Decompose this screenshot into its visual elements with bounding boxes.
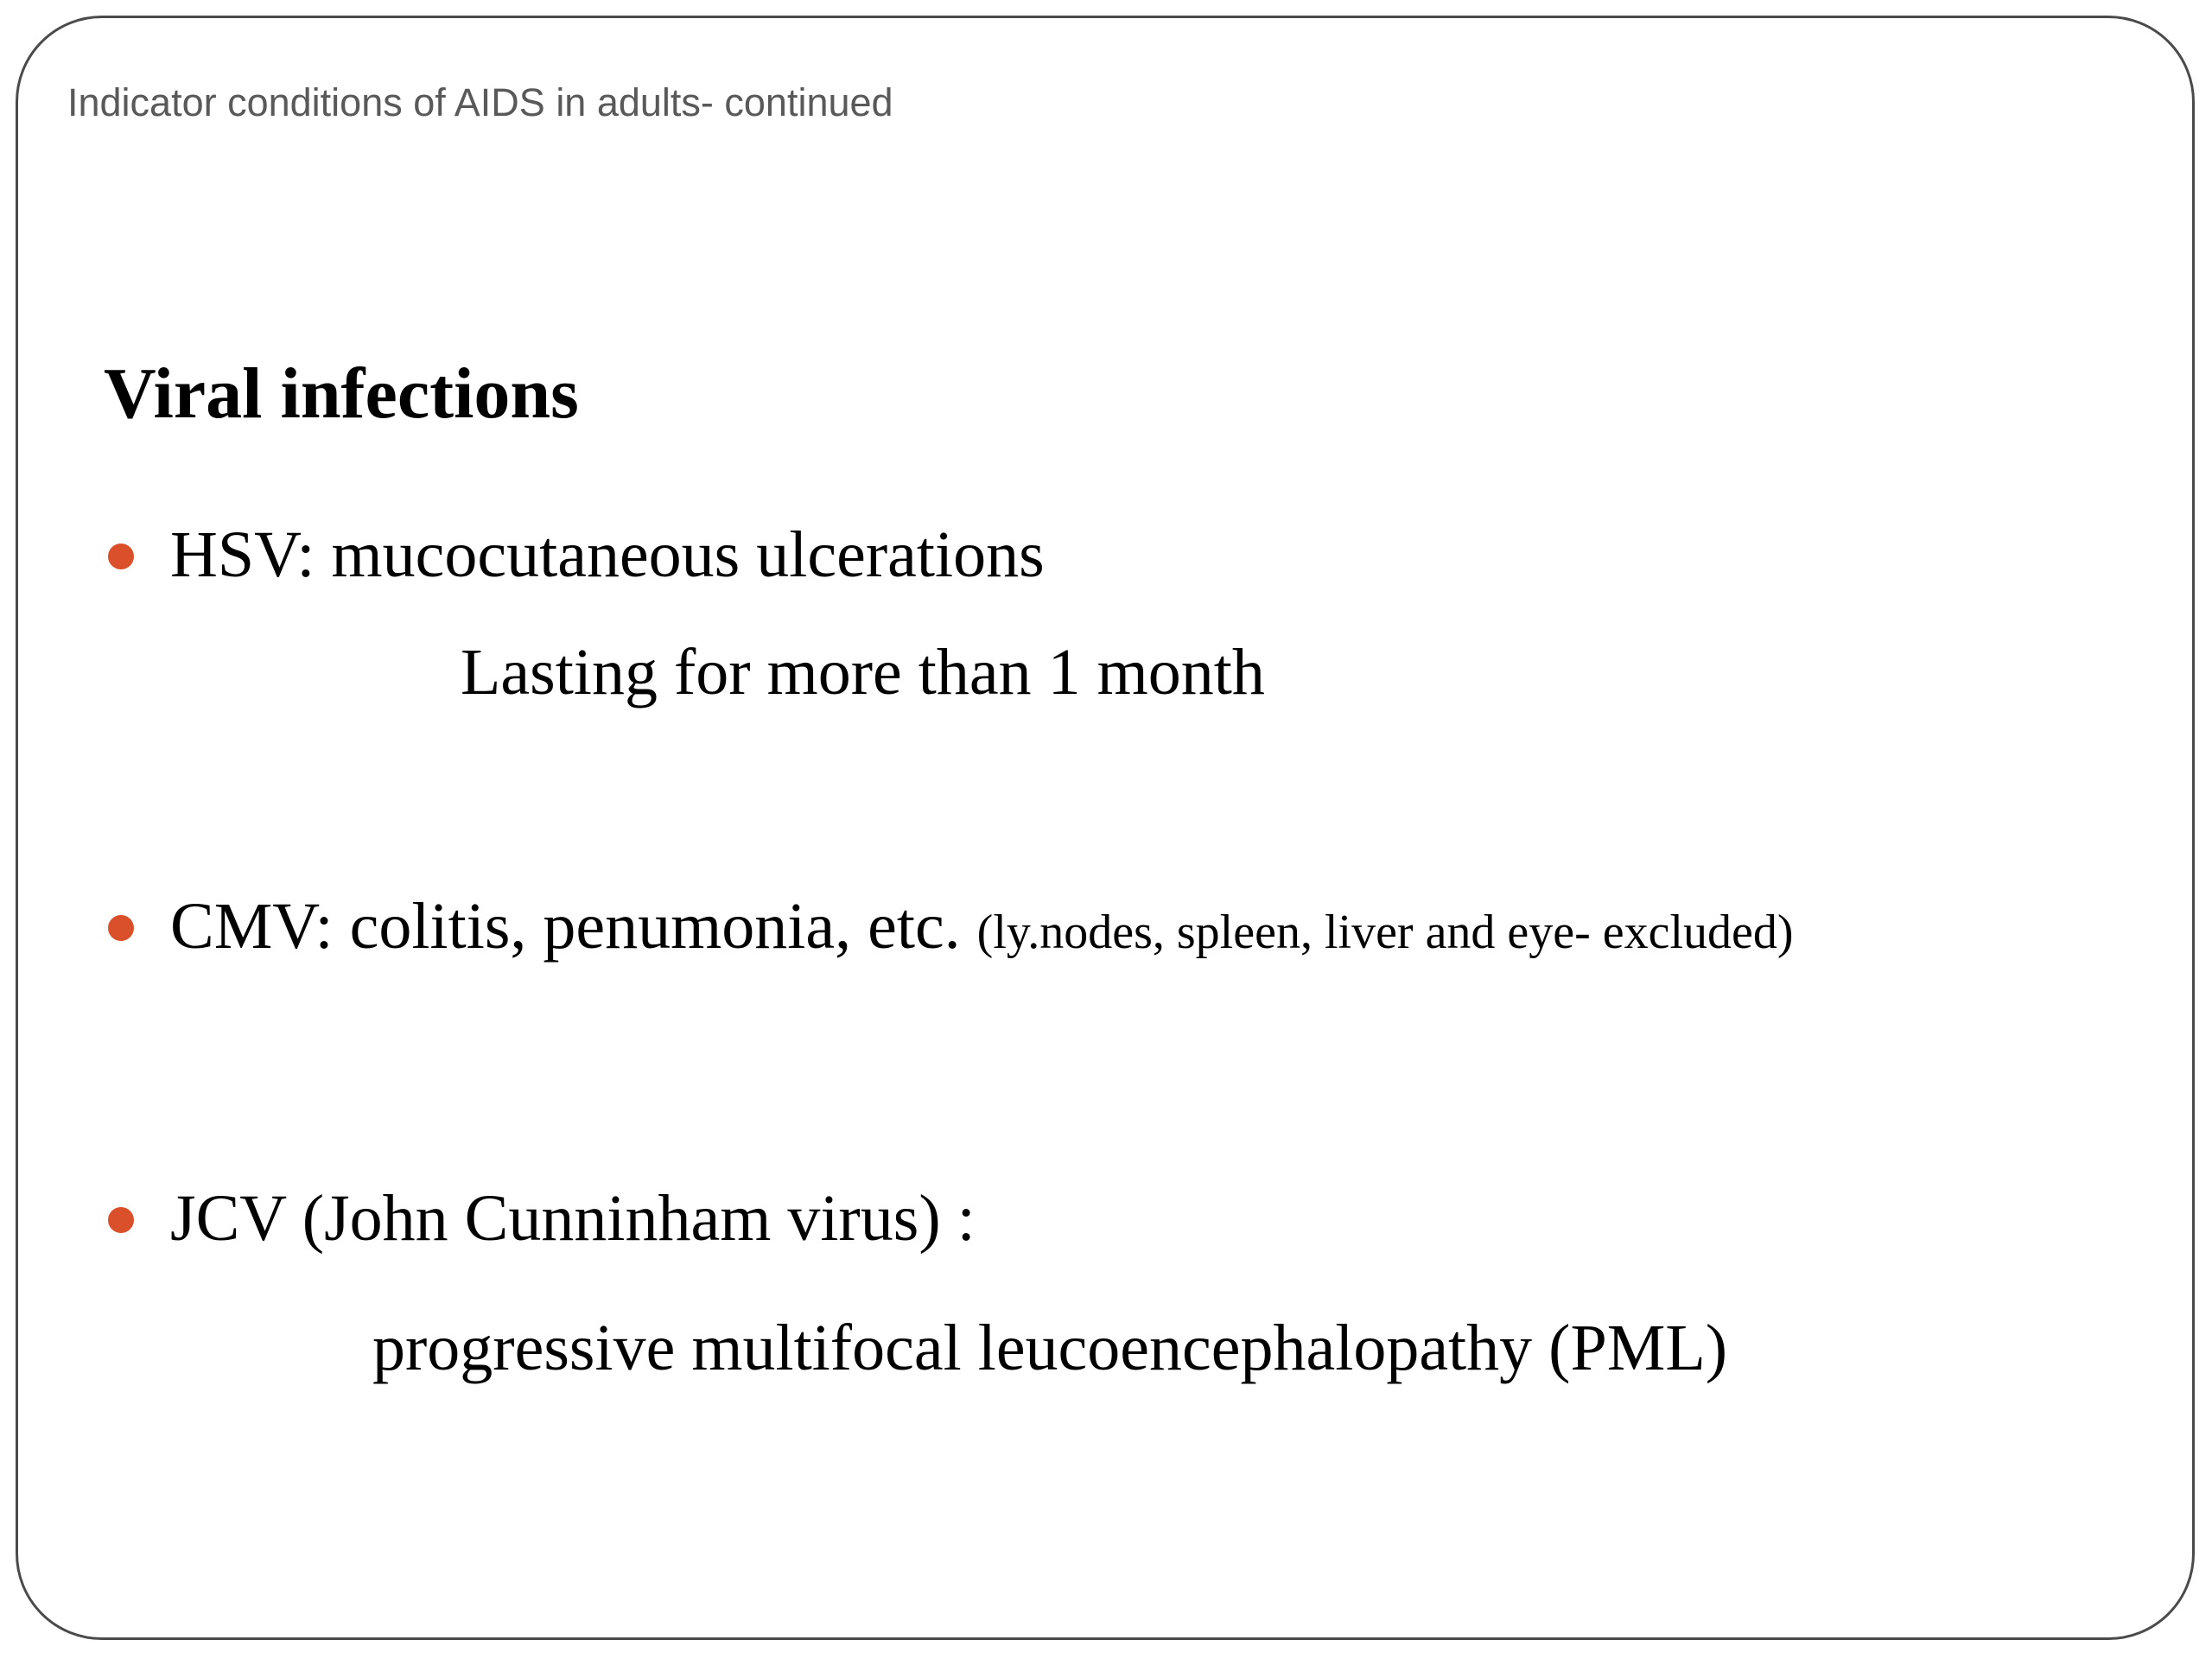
bullet-jcv: JCV (John Cunninham virus) : (170, 1182, 976, 1255)
bullet-dot-icon (108, 1207, 134, 1233)
slide-header-title: Indicator conditions of AIDS in adults- continued (67, 80, 893, 124)
bullet-cmv-main: CMV: colitis, penumonia, etc. (170, 890, 961, 963)
bullet-dot-icon (108, 915, 134, 941)
bullet-cmv-note: (ly.nodes, spleen, liver and eye- excluded) (976, 906, 1794, 959)
section-heading: Viral infections (104, 353, 579, 434)
slide-frame (16, 16, 2195, 1640)
bullet-cmv (170, 889, 1794, 964)
bullet-dot-icon (108, 543, 134, 569)
bullet-hsv: HSV: mucocutaneous ulcerations (170, 518, 1045, 591)
bullet-hsv-detail: Lasting for more than 1 month (461, 636, 1265, 709)
bullet-jcv-detail: progressive multifocal leucoencephalopathy (PML) (372, 1312, 1728, 1384)
